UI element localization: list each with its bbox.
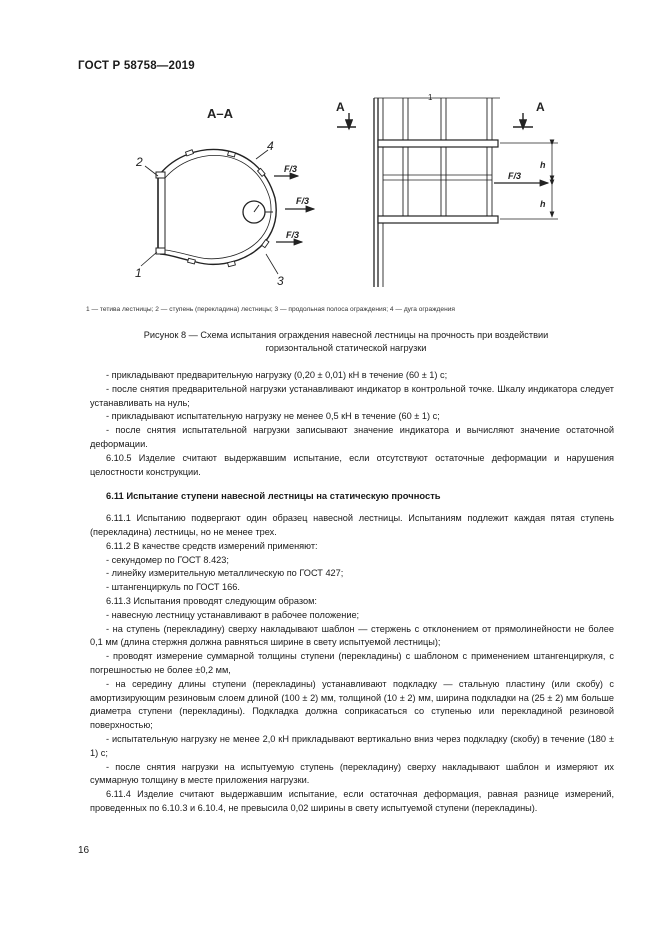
paragraph: 6.11.3 Испытания проводят следующим образом: (106, 595, 317, 606)
paragraph: 6.11.2 В качестве средств измерений применяют: (106, 540, 318, 551)
section-label: А–А (207, 106, 234, 121)
cut-marker-left (337, 113, 356, 129)
paragraph: - секундомер по ГОСТ 8.423; (106, 554, 229, 565)
cut-marker-right (513, 113, 533, 129)
body-text (90, 369, 614, 816)
force-label-2: F/3 (296, 196, 310, 206)
dim-label-h2: h (540, 199, 546, 209)
paragraph: - после снятия нагрузки на испытуемую ступень (перекладину) сверху накладывают шаблон и измеряют их суммарную толщину в месте приложения нагрузки. (90, 761, 614, 786)
paragraph: - проводят измерение суммарной толщины ступени (перекладины) с шаблоном с применением штангенциркуля, с погрешностью не более ±0,2 мм, (90, 651, 614, 675)
dim-label-h1: h (540, 160, 546, 170)
ladder-stile (156, 172, 165, 254)
document-header: ГОСТ Р 58758—2019 (78, 60, 195, 72)
paragraph: - прикладывают испытательную нагрузку не менее 0,5 кН в течение (60 ± 1) с; (106, 411, 440, 422)
paragraph: 6.11.1 Испытанию подвергают один образец навесной лестницы. Испытаниям подлежит каждая пятая ступень (перекладина) лестницы, но не менее трех. (90, 513, 614, 537)
paragraph: - после снятия предварительной нагрузки устанавливают индикатор в контрольной точке. Шкалу индикатора следует устанавливать на нуль; (90, 383, 614, 408)
caption-line-2: горизонтальной статической нагрузки (265, 342, 427, 353)
cut-label-left: А (336, 100, 345, 114)
figure-caption (86, 329, 606, 354)
test-scheme-figure (0, 0, 661, 300)
paragraph: - линейку измерительную металлическую по ГОСТ 427; (106, 568, 344, 579)
paragraph: - после снятия испытательной нагрузки записывают значение индикатора и вычисляют значение остаточной деформации. (90, 425, 614, 449)
part-label-3: 3 (277, 274, 284, 288)
paragraph: - прикладывают предварительную нагрузку (0,20 ± 0,01) кН в течение (60 ± 1) с; (106, 370, 448, 380)
force-label-right: F/3 (508, 171, 522, 181)
paragraph: - навесную лестницу устанавливают в рабочее положение; (106, 609, 360, 620)
paragraph: - на ступень (перекладину) сверху накладывают шаблон — стержень с отклонением от прямолинейности не более 0,1 мм (длина стержня должна равняться ширине в свету испытуемой лестницы); (90, 623, 614, 648)
indicator-dial (243, 201, 273, 223)
ladder-side-view (374, 98, 500, 287)
section-heading: 6.11 Испытание ступени навесной лестницы на статическую прочность (106, 490, 441, 502)
top-mark: 1 (428, 93, 433, 102)
page-number: 16 (78, 845, 90, 856)
paragraph: - штангенциркуль по ГОСТ 166. (106, 582, 240, 593)
part-label-4: 4 (267, 139, 274, 153)
paragraph: 6.10.5 Изделие считают выдержавшим испытание, если отсутствуют остаточные деформации и нарушения целостности конструкции. (90, 452, 614, 477)
force-label-1: F/3 (284, 164, 298, 174)
force-label-3: F/3 (286, 230, 300, 240)
part-label-2: 2 (136, 155, 143, 169)
caption-line-1: Рисунок 8 — Схема испытания ограждения навесной лестницы на прочность при воздействии (143, 330, 549, 340)
part-label-1: 1 (135, 266, 142, 280)
paragraph: - испытательную нагрузку не менее 2,0 кН прикладывают вертикально вниз через подкладку (скобу) в течение (180 ± 1) с; (90, 733, 614, 758)
dimension-lines (500, 143, 558, 219)
paragraph: 6.11.4 Изделие считают выдержавшим испытание, если остаточная деформация, равная разнице измерений, проведенных по 6.10.3 и 6.10.4, не превысила 0,02 ширины в свету испытуемой ступени (перекладины). (90, 789, 614, 813)
figure-legend: 1 — тетива лестницы; 2 — ступень (перекладина) лестницы; 3 — продольная полоса ограждения; 4 — дуга ограждения (86, 306, 455, 313)
paragraph: - на середину длины ступени (перекладины) устанавливают подкладку — стальную пластину (или скобу) с амортизирующим резиновым слоем длиной (100 ± 2) мм, толщиной (10 ± 2) мм, ширина подкладки на (25 ± 2) мм больше диаметра ступени (перекладины). Подкладка должна соприкасаться со ступенью или перекладиной резиновой поверхностью; (90, 678, 614, 731)
cut-label-right: А (536, 100, 545, 114)
